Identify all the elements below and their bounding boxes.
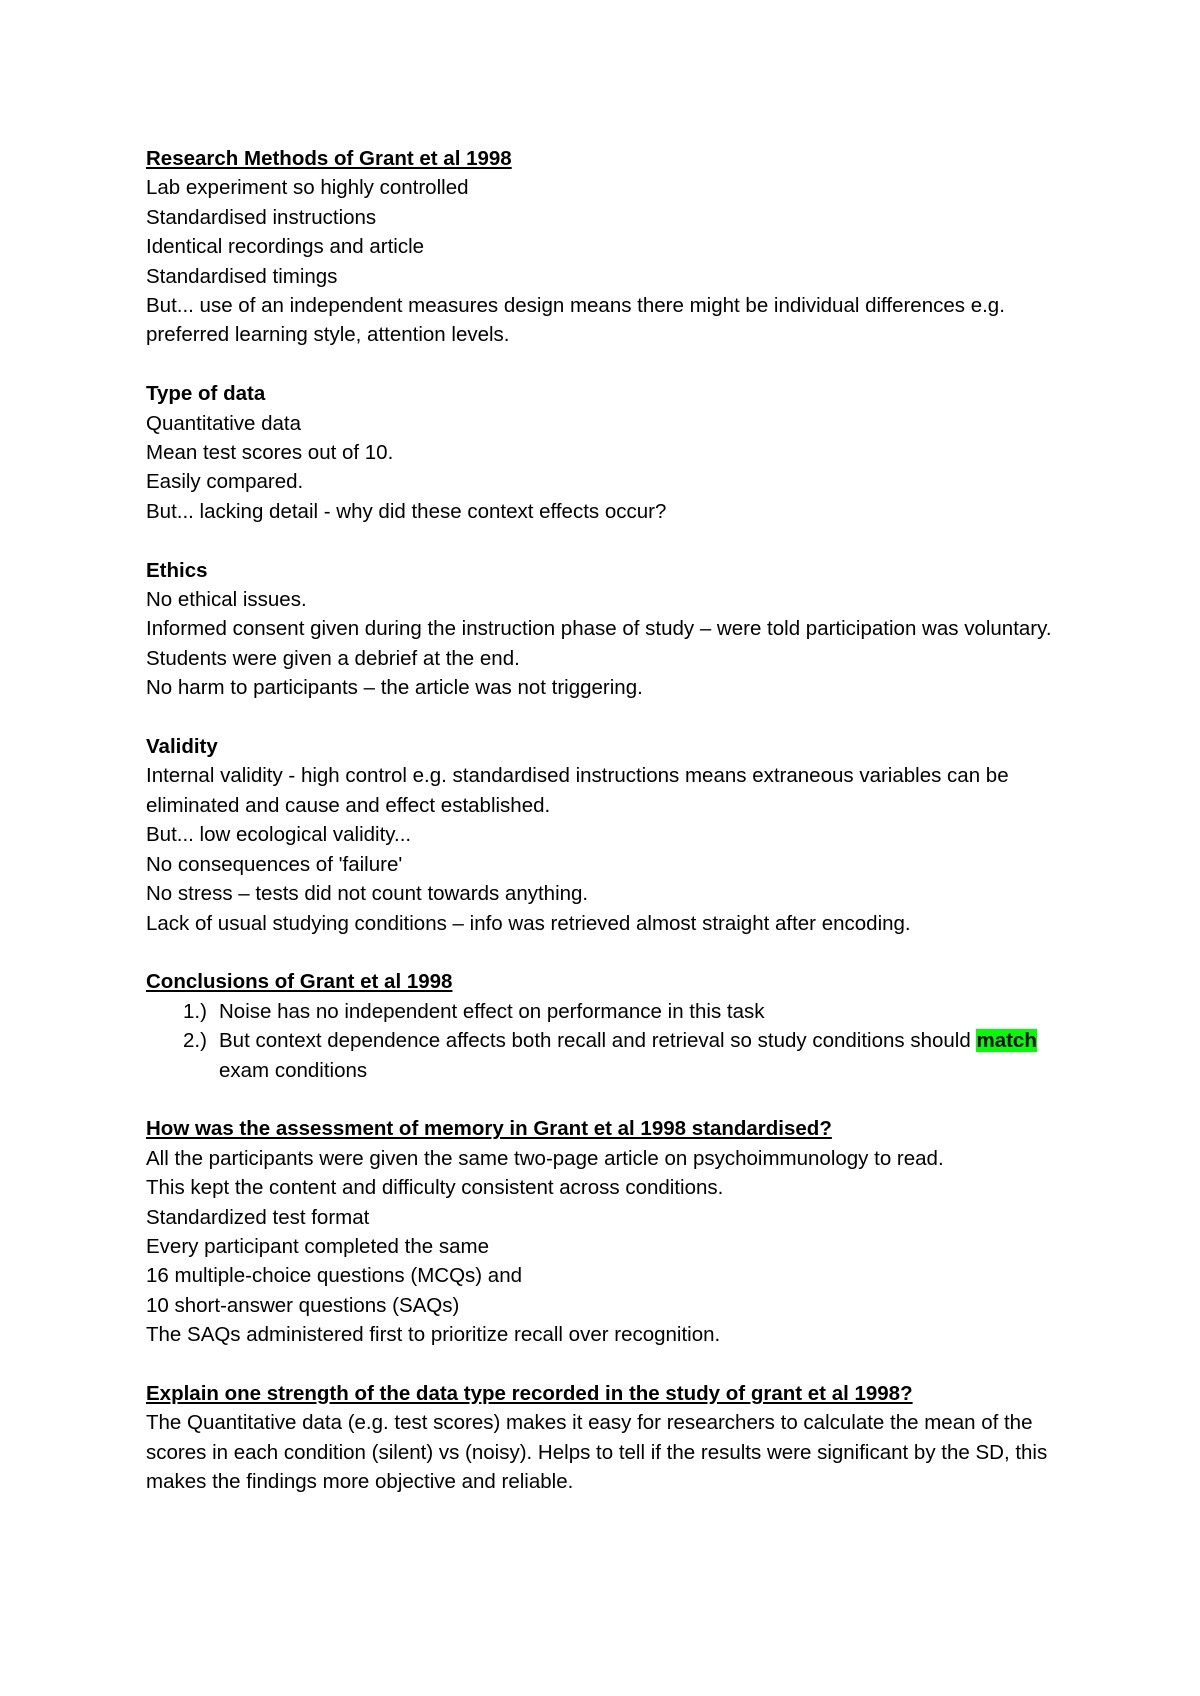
text-line: But... lacking detail - why did these context effects occur? [146, 499, 667, 523]
section-heading: Explain one strength of the data type recorded in the study of grant et al 1998? [146, 1381, 913, 1405]
section-assessment-standardised [146, 1114, 1086, 1349]
text-line: Easily compared. [146, 470, 304, 494]
text-line: Lab experiment so highly controlled [146, 176, 469, 200]
list-item [146, 997, 1086, 1026]
section-research-methods [146, 144, 1086, 350]
text-line: 10 short-answer questions (SAQs) [146, 1293, 460, 1317]
section-ethics [146, 556, 1086, 703]
section-validity [146, 732, 1086, 938]
text-line: No harm to participants – the article was not triggering. [146, 676, 643, 700]
section-heading: Research Methods of Grant et al 1998 [146, 147, 512, 170]
document-page [146, 144, 1086, 1497]
section-heading: Conclusions of Grant et al 1998 [146, 970, 453, 994]
text-line: Students were given a debrief at the end. [146, 646, 520, 670]
text-line: Informed consent given during the instruction phase of study – were told participation was voluntary. [146, 617, 1052, 641]
section-heading: Ethics [146, 558, 208, 582]
text-line: Standardised timings [146, 264, 338, 288]
list-item-text: Noise has no independent effect on performance in this task [219, 999, 765, 1023]
section-conclusions [146, 967, 1086, 1085]
text-line: All the participants were given the same two-page article on psychoimmunology to read. [146, 1146, 944, 1170]
text-line: 16 multiple-choice questions (MCQs) and [146, 1264, 522, 1288]
section-data-type-strength [146, 1379, 1086, 1497]
text-line: But... low ecological validity... [146, 823, 412, 847]
text-line: The SAQs administered first to prioritize recall over recognition. [146, 1323, 721, 1347]
section-type-of-data [146, 379, 1086, 526]
text-line: Standardized test format [146, 1205, 370, 1229]
section-heading: How was the assessment of memory in Grant et al 1998 standardised? [146, 1117, 832, 1141]
text-line: Quantitative data [146, 411, 301, 435]
text-line: The Quantitative data (e.g. test scores) makes it easy for researchers to calculate the mean of the scores in each condition (silent) vs (noisy). Helps to tell if the results were significant by the SD, this makes the findings more objective and reliable. [146, 1411, 1048, 1494]
section-heading: Type of data [146, 382, 266, 406]
text-line: Mean test scores out of 10. [146, 441, 394, 465]
numbered-list [146, 997, 1086, 1085]
list-number: 2.) [183, 1029, 207, 1053]
text-line: No ethical issues. [146, 588, 307, 612]
text-line: But... use of an independent measures design means there might be individual differences e.g. preferred learning style, attention levels. [146, 294, 1005, 347]
text-line: Standardised instructions [146, 205, 377, 229]
text-line: Identical recordings and article [146, 235, 425, 259]
text-line: Every participant completed the same [146, 1234, 489, 1258]
text-line: This kept the content and difficulty consistent across conditions. [146, 1176, 724, 1200]
text-line: No stress – tests did not count towards anything. [146, 882, 589, 906]
text-line: No consequences of 'failure' [146, 852, 403, 876]
highlighted-word: match [976, 1029, 1037, 1053]
section-heading: Validity [146, 735, 218, 759]
text-line: Internal validity - high control e.g. standardised instructions means extraneous variables can be eliminated and cause and effect established. [146, 764, 1009, 817]
list-item-text: But context dependence affects both recall and retrieval so study conditions should [219, 1029, 977, 1053]
list-item [146, 1026, 1086, 1085]
list-item-text-end: exam conditions [219, 1058, 368, 1082]
list-number: 1.) [183, 999, 207, 1023]
text-line: Lack of usual studying conditions – info was retrieved almost straight after encoding. [146, 911, 911, 935]
